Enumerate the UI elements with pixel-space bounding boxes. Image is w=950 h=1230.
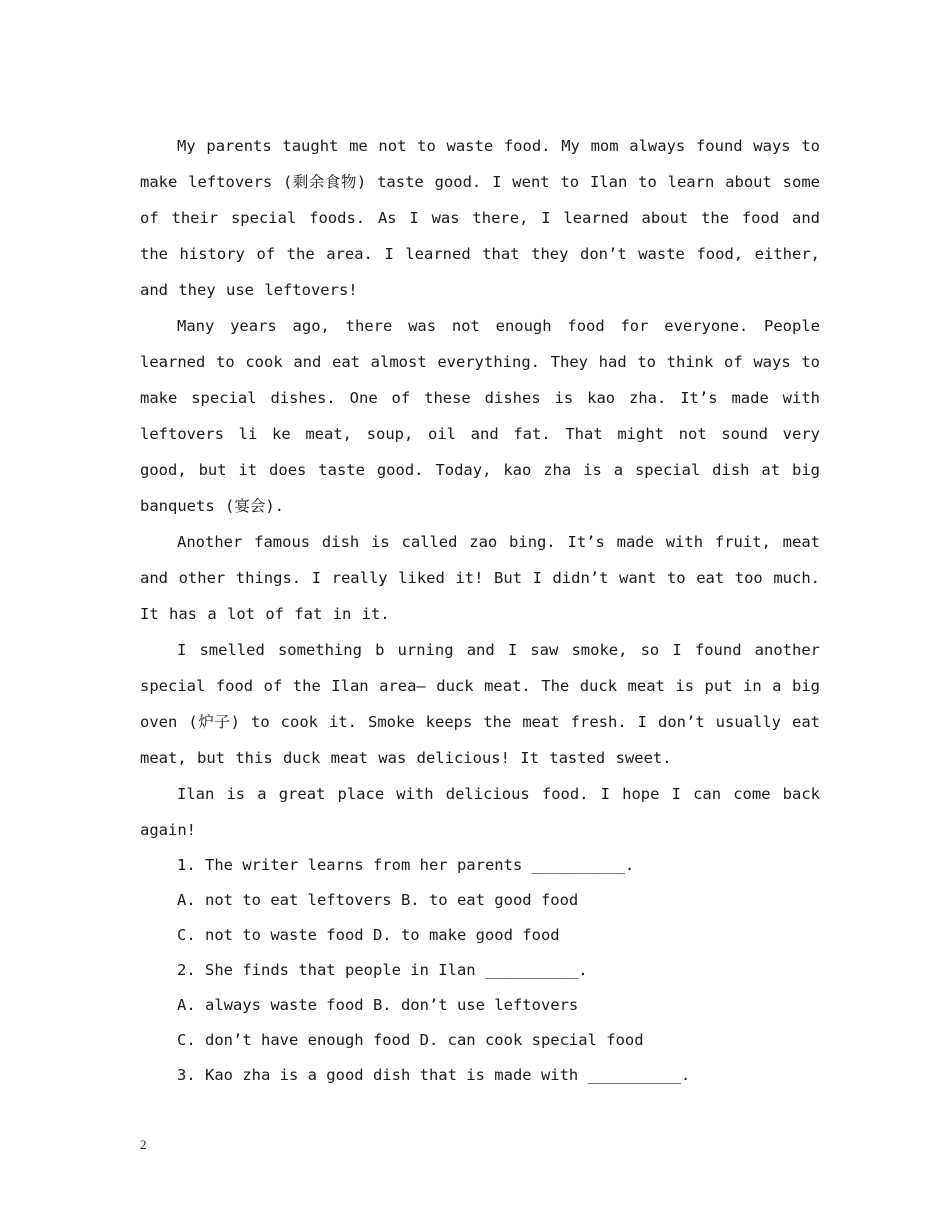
paragraph-4: I smelled something b urning and I saw smoke, so I found another special food of the Ilan area— duck meat. The duck meat is put in a big oven (炉子) to cook it. Smoke keeps the meat fresh. I don’t usually eat meat, but this duck meat was delicious! It tasted sweet. xyxy=(140,641,820,767)
question-2-options-cd: C. don’t have enough food D. can cook special food xyxy=(177,1031,644,1049)
paragraph-5: Ilan is a great place with delicious food. I hope I can come back again! xyxy=(140,785,820,839)
paragraph-1: My parents taught me not to waste food. My mom always found ways to make leftovers (剩余食物) taste good. I went to Ilan to learn about some of their special foods. As I was there, I learned about the food and the history of the area. I learned that they don’t waste food, either, and they use leftovers! xyxy=(140,137,820,299)
question-1: 1. The writer learns from her parents __________. xyxy=(177,856,635,874)
page-content xyxy=(140,128,820,1093)
question-3: 3. Kao zha is a good dish that is made with __________. xyxy=(177,1066,691,1084)
question-2: 2. She finds that people in Ilan __________. xyxy=(177,961,588,979)
question-2-options-ab: A. always waste food B. don’t use leftovers xyxy=(177,996,579,1014)
question-1-options-cd: C. not to waste food D. to make good food xyxy=(177,926,560,944)
paragraph-3: Another famous dish is called zao bing. It’s made with fruit, meat and other things. I really liked it! But I didn’t want to eat too much. It has a lot of fat in it. xyxy=(140,533,820,623)
question-1-options-ab: A. not to eat leftovers B. to eat good food xyxy=(177,891,579,909)
paragraph-2: Many years ago, there was not enough food for everyone. People learned to cook and eat almost everything. They had to think of ways to make special dishes. One of these dishes is kao zha. It’s made with leftovers li ke meat, soup, oil and fat. That might not sound very good, but it does taste good. Today, kao zha is a special dish at big banquets (宴会). xyxy=(140,317,820,515)
page-number: 2 xyxy=(140,1137,147,1152)
